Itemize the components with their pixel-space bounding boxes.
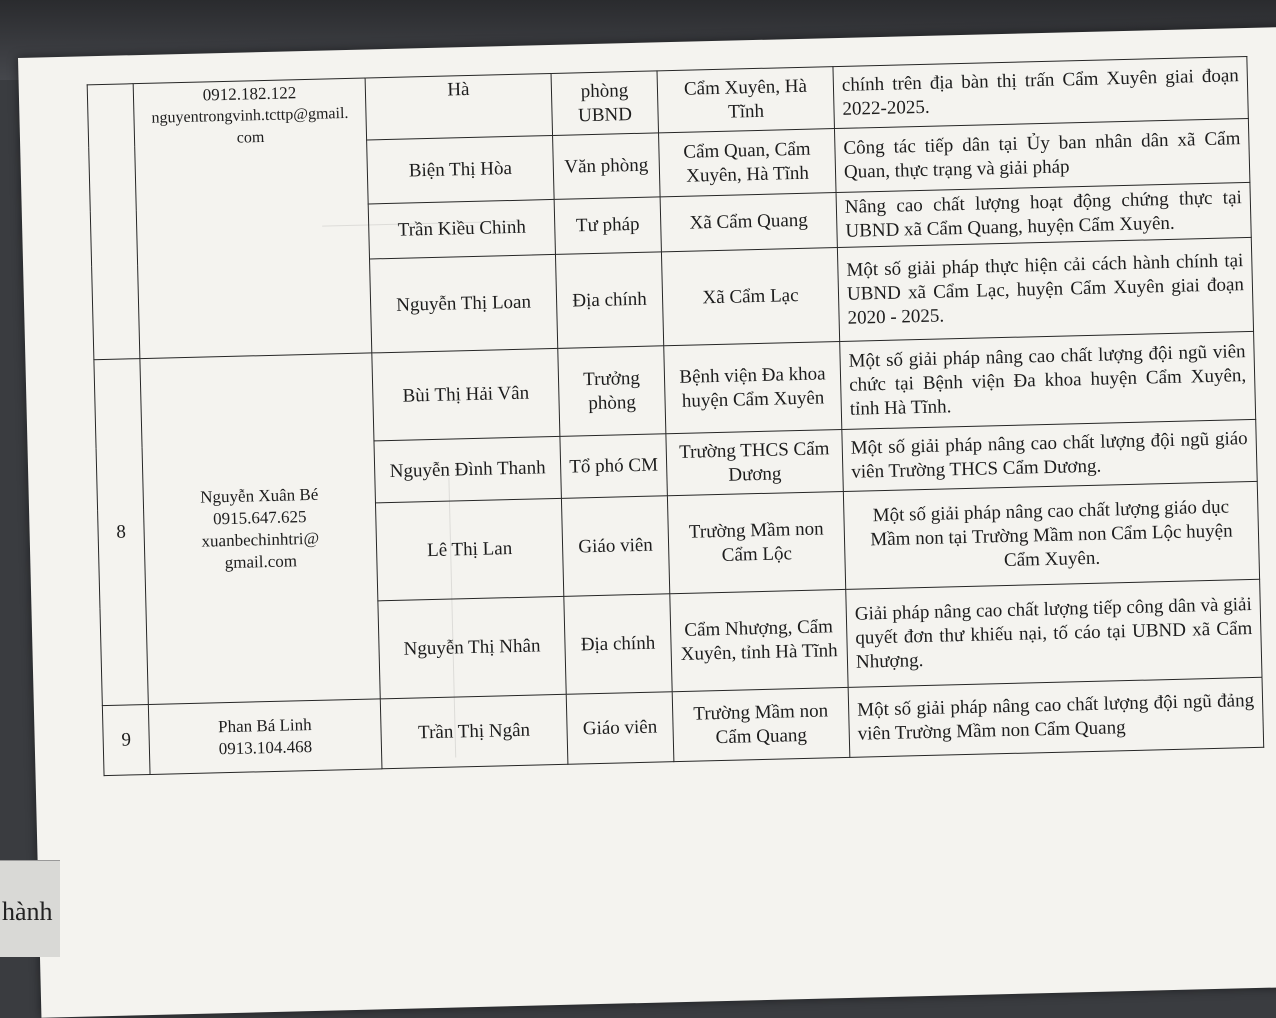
workplace: Cẩm Xuyên, Hà Tĩnh <box>657 67 834 133</box>
workplace: Xã Cẩm Lạc <box>661 248 839 346</box>
thesis-topic: Công tác tiếp dân tại Ủy ban nhân dân xã Cẩm Quan, thực trạng và giải pháp <box>834 118 1249 192</box>
document-page <box>18 26 1276 1017</box>
instructor-cell <box>140 353 380 705</box>
thesis-topic: Một số giải pháp thực hiện cải cách hành chính tại UBND xã Cẩm Lạc, huyện Cẩm Xuyên giai đoạn 2020 - 2025. <box>837 237 1253 341</box>
thesis-topic: Một số giải pháp nâng cao chất lượng giáo dục Mầm non tại Trường Mầm non Cẩm Lộc huyện Cẩm Xuyên. <box>843 481 1259 589</box>
thesis-topic: Nâng cao chất lượng hoạt động chứng thực tại UBND xã Cẩm Quang, huyện Cẩm Xuyên. <box>836 182 1251 247</box>
thesis-topic: Một số giải pháp nâng cao chất lượng đội ngũ viên chức tại Bệnh viện Đa khoa huyện Cẩm Xuyên, tỉnh Hà Tĩnh. <box>840 331 1256 429</box>
position: Văn phòng <box>553 133 661 200</box>
instructor-phone: 0912.182.122 <box>202 83 297 105</box>
position: Giáo viên <box>566 692 674 765</box>
stt-cell <box>87 84 140 360</box>
workplace: Cẩm Quan, Cẩm Xuyên, Hà Tĩnh <box>659 129 837 197</box>
position: phòng UBND <box>551 71 658 136</box>
instructor-email-cont: com <box>236 129 265 147</box>
position: Giáo viên <box>561 496 669 597</box>
student-name: Lê Thị Lan <box>375 498 563 601</box>
instructor-assignment-table <box>87 56 1265 776</box>
workplace: Trường THCS Cẩm Dương <box>666 429 843 495</box>
workplace: Bệnh viện Đa khoa huyện Cẩm Xuyên <box>664 342 842 434</box>
instructor-cell <box>148 699 382 775</box>
instructor-name: Nguyễn Xuân Bé <box>200 484 319 507</box>
workplace: Xã Cẩm Quang <box>660 193 837 252</box>
position: Địa chính <box>564 594 672 695</box>
instructor-phone: 0915.647.625 <box>212 506 307 528</box>
instructor-cell <box>133 78 372 359</box>
thesis-topic: Một số giải pháp nâng cao chất lượng đội ngũ giáo viên Trường THCS Cẩm Dương. <box>842 419 1257 491</box>
student-name: Bùi Thị Hải Vân <box>372 348 560 441</box>
student-name: Nguyễn Thị Nhân <box>378 596 566 699</box>
student-name: Hà <box>365 73 552 140</box>
position: Trưởng phòng <box>558 346 666 437</box>
instructor-email: xuanbechinhtri@ <box>201 528 320 551</box>
student-name: Nguyễn Đình Thanh <box>374 436 561 503</box>
student-name: Biện Thị Hòa <box>367 135 555 204</box>
instructor-email-cont: gmail.com <box>224 550 298 572</box>
student-name: Trần Thị Ngân <box>380 694 568 769</box>
thesis-topic: Giải pháp nâng cao chất lượng tiếp công dân và giải quyết đơn thư khiếu nại, tố cáo tại UBND xã Cẩm Nhượng. <box>846 579 1262 687</box>
instructor-email: nguyentrongvinh.tcttp@gmail. <box>151 104 349 127</box>
instructor-phone: 0913.104.468 <box>218 736 313 758</box>
position: Địa chính <box>555 252 663 349</box>
position: Tư pháp <box>554 197 661 255</box>
student-name: Trần Kiều Chinh <box>368 199 555 259</box>
stt-cell: 8 <box>94 359 148 706</box>
student-name: Nguyễn Thị Loan <box>370 254 558 353</box>
underlying-sheet <box>0 860 60 957</box>
thesis-topic: chính trên địa bàn thị trấn Cẩm Xuyên giai đoạn 2022-2025. <box>833 56 1248 128</box>
thesis-topic: Một số giải pháp nâng cao chất lượng đội ngũ đảng viên Trường Mầm non Cẩm Quang <box>848 677 1264 757</box>
position: Tổ phó CM <box>560 434 667 499</box>
workplace: Trường Mầm non Cẩm Lộc <box>667 491 845 593</box>
workplace: Trường Mầm non Cẩm Quang <box>672 687 850 761</box>
instructor-name: Phan Bá Linh <box>217 714 312 736</box>
underlying-sheet-text: hành <box>2 897 53 926</box>
stt-cell: 9 <box>102 705 150 776</box>
workplace: Cẩm Nhượng, Cẩm Xuyên, tỉnh Hà Tĩnh <box>670 589 848 691</box>
